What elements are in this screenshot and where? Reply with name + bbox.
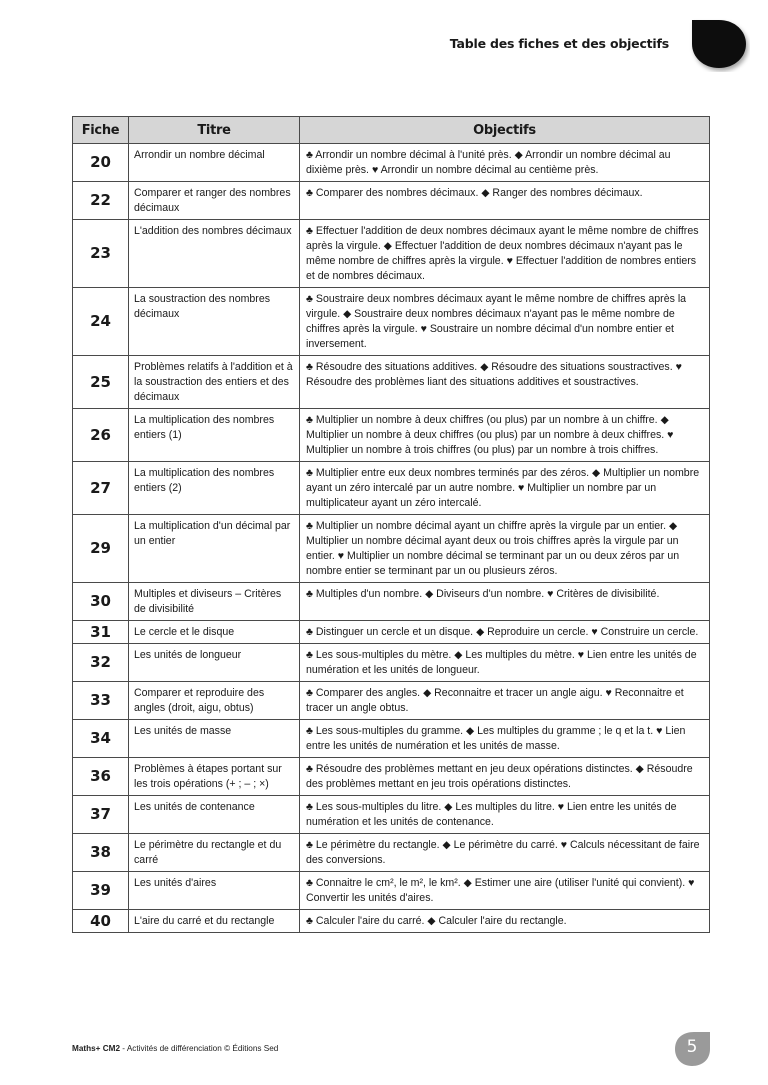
fiche-number: 27 (73, 462, 129, 515)
fiche-objectives: ♣ Multiplier un nombre à deux chiffres (ou plus) par un nombre à un chiffre. ◆ Multiplier un nombre à deux chiffres (ou plus) par un nombre à deux chiffres. ♥ Multiplier un nombre à trois chiffres (ou plus) par un nombre à trois chiffres. (300, 409, 710, 462)
fiche-title: Le périmètre du rectangle et du carré (129, 834, 300, 872)
fiche-title: L'addition des nombres décimaux (129, 220, 300, 288)
fiche-title: Les unités de contenance (129, 796, 300, 834)
table-row (73, 910, 710, 933)
table-row (73, 182, 710, 220)
fiche-number: 40 (73, 910, 129, 933)
fiche-objectives: ♣ Les sous-multiples du litre. ◆ Les multiples du litre. ♥ Lien entre les unités de numération et les unités de contenance. (300, 796, 710, 834)
fiche-title: Comparer et ranger des nombres décimaux (129, 182, 300, 220)
fiche-title: Problèmes relatifs à l'addition et à la soustraction des entiers et des décimaux (129, 356, 300, 409)
fiche-number: 30 (73, 583, 129, 621)
fiche-number: 39 (73, 872, 129, 910)
objectives-table (72, 116, 710, 933)
fiche-number: 37 (73, 796, 129, 834)
fiche-title: Le cercle et le disque (129, 621, 300, 644)
fiche-number: 36 (73, 758, 129, 796)
fiche-title: Les unités de masse (129, 720, 300, 758)
table-row (73, 409, 710, 462)
footer-brand: Maths+ CM2 (72, 1044, 120, 1053)
fiche-objectives: ♣ Calculer l'aire du carré. ◆ Calculer l'aire du rectangle. (300, 910, 710, 933)
table-row (73, 872, 710, 910)
table-row (73, 834, 710, 872)
fiche-objectives: ♣ Résoudre des situations additives. ◆ Résoudre des situations soustractives. ♥ Résoudre des problèmes liant des situations additives et soustractives. (300, 356, 710, 409)
fiche-objectives: ♣ Effectuer l'addition de deux nombres décimaux ayant le même nombre de chiffres après la virgule. ◆ Effectuer l'addition de deux nombres décimaux n'ayant pas le même nombre de chiffres après la virgule. ♥ Effectuer l'addition de nombres entiers et de nombres décimaux. (300, 220, 710, 288)
fiche-number: 26 (73, 409, 129, 462)
fiche-objectives: ♣ Résoudre des problèmes mettant en jeu deux opérations distinctes. ◆ Résoudre des problèmes mettant en jeu trois opérations distinctes. (300, 758, 710, 796)
fiche-objectives: ♣ Les sous-multiples du mètre. ◆ Les multiples du mètre. ♥ Lien entre les unités de numération et les unités de longueur. (300, 644, 710, 682)
fiche-number: 33 (73, 682, 129, 720)
fiche-objectives: ♣ Les sous-multiples du gramme. ◆ Les multiples du gramme ; le q et la t. ♥ Lien entre les unités de numération et les unités de masse. (300, 720, 710, 758)
fiche-title: Problèmes à étapes portant sur les trois opérations (+ ; – ; ×) (129, 758, 300, 796)
table-row (73, 220, 710, 288)
fiche-number: 24 (73, 288, 129, 356)
fiche-objectives: ♣ Multiplier un nombre décimal ayant un chiffre après la virgule par un entier. ◆ Multiplier un nombre décimal ayant deux ou trois chiffres après la virgule par un entier. ♥ Multiplier un nombre décimal se terminant par un ou deux zéros par un nombre entier se terminant par un ou plusieurs zéros. (300, 515, 710, 583)
table-row (73, 682, 710, 720)
ink-drop-icon (688, 16, 750, 72)
table-row (73, 621, 710, 644)
fiche-number: 20 (73, 144, 129, 182)
table-row (73, 144, 710, 182)
table-row (73, 796, 710, 834)
table-row (73, 644, 710, 682)
column-header-fiche: Fiche (73, 117, 129, 144)
fiche-number: 38 (73, 834, 129, 872)
table-row (73, 720, 710, 758)
table-row (73, 583, 710, 621)
fiche-number: 34 (73, 720, 129, 758)
fiche-number: 22 (73, 182, 129, 220)
fiche-objectives: ♣ Soustraire deux nombres décimaux ayant le même nombre de chiffres après la virgule. ◆ Soustraire deux nombres décimaux n'ayant pas le même nombre de chiffres après la virgule. ♥ Soustraire un nombre décimal d'un nombre entier et inversement. (300, 288, 710, 356)
column-header-objectifs: Objectifs (300, 117, 710, 144)
fiche-title: Les unités d'aires (129, 872, 300, 910)
fiche-title: L'aire du carré et du rectangle (129, 910, 300, 933)
fiche-number: 29 (73, 515, 129, 583)
fiche-title: La soustraction des nombres décimaux (129, 288, 300, 356)
fiche-number: 23 (73, 220, 129, 288)
fiche-objectives: ♣ Multiplier entre eux deux nombres terminés par des zéros. ◆ Multiplier un nombre ayant un zéro intercalé par un autre nombre. ♥ Multiplier un nombre par un multiplicateur ayant un zéro intercalé. (300, 462, 710, 515)
fiche-objectives: ♣ Comparer des nombres décimaux. ◆ Ranger des nombres décimaux. (300, 182, 710, 220)
table-row (73, 758, 710, 796)
table-header-row (73, 117, 710, 144)
fiche-objectives: ♣ Arrondir un nombre décimal à l'unité près. ◆ Arrondir un nombre décimal au dixième près. ♥ Arrondir un nombre décimal au centième près. (300, 144, 710, 182)
fiche-objectives: ♣ Distinguer un cercle et un disque. ◆ Reproduire un cercle. ♥ Construire un cercle. (300, 621, 710, 644)
fiche-title: La multiplication des nombres entiers (2) (129, 462, 300, 515)
fiche-objectives: ♣ Multiples d'un nombre. ◆ Diviseurs d'un nombre. ♥ Critères de divisibilité. (300, 583, 710, 621)
footer-copyright: - Activités de différenciation © Éditions Sed (120, 1044, 279, 1053)
table-row (73, 288, 710, 356)
footer-credit (72, 1044, 278, 1053)
table-row (73, 356, 710, 409)
fiche-objectives: ♣ Connaitre le cm², le m², le km². ◆ Estimer une aire (utiliser l'unité qui convient). ♥ Convertir les unités d'aires. (300, 872, 710, 910)
fiche-number: 25 (73, 356, 129, 409)
fiche-objectives: ♣ Le périmètre du rectangle. ◆ Le périmètre du carré. ♥ Calculs nécessitant de faire des conversions. (300, 834, 710, 872)
fiche-number: 31 (73, 621, 129, 644)
page-number: 5 (686, 1037, 698, 1057)
table-row (73, 515, 710, 583)
fiche-title: La multiplication des nombres entiers (1) (129, 409, 300, 462)
fiche-title: Multiples et diviseurs – Critères de divisibilité (129, 583, 300, 621)
fiche-title: Les unités de longueur (129, 644, 300, 682)
fiche-title: La multiplication d'un décimal par un entier (129, 515, 300, 583)
fiche-title: Comparer et reproduire des angles (droit, aigu, obtus) (129, 682, 300, 720)
fiche-title: Arrondir un nombre décimal (129, 144, 300, 182)
table-row (73, 462, 710, 515)
fiche-number: 32 (73, 644, 129, 682)
column-header-titre: Titre (129, 117, 300, 144)
page-title: Table des fiches et des objectifs (449, 36, 669, 51)
fiche-objectives: ♣ Comparer des angles. ◆ Reconnaitre et tracer un angle aigu. ♥ Reconnaitre et tracer un angle obtus. (300, 682, 710, 720)
